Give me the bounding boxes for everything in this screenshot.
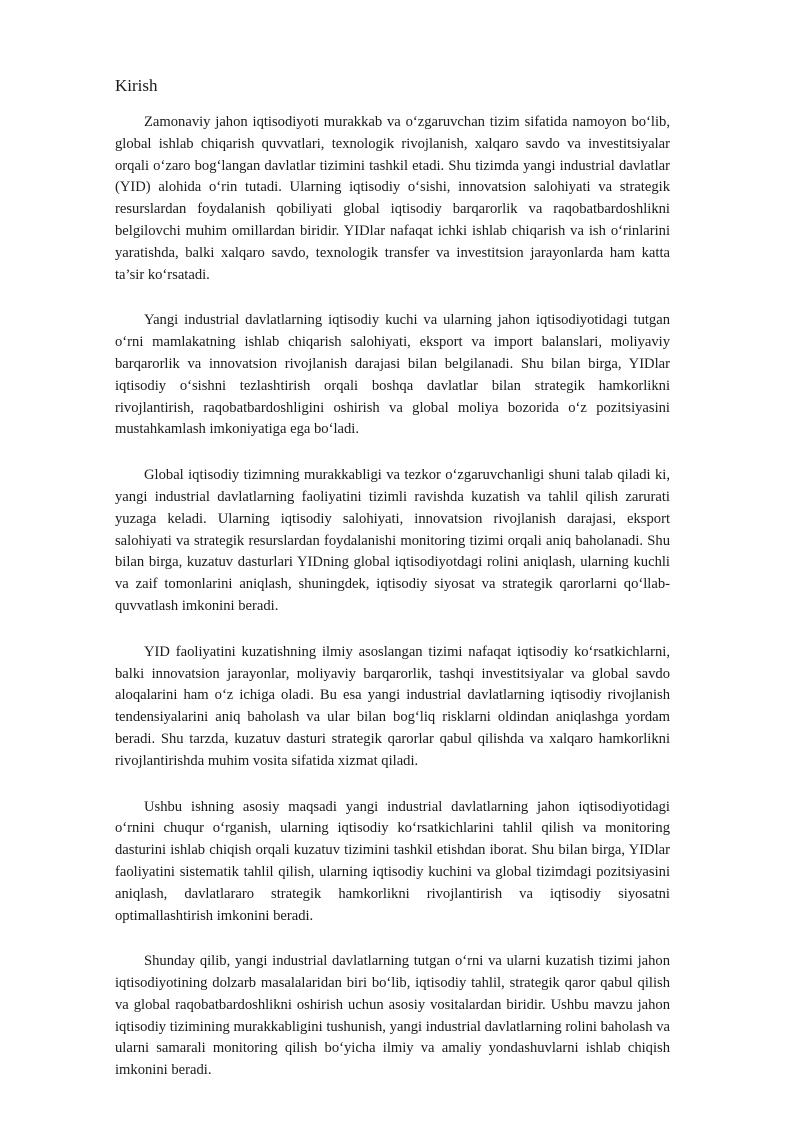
paragraph-5: Ushbu ishning asosiy maqsadi yangi industrial davlatlarning jahon iqtisodiyotidagi o‘rnini chuqur o‘rganish, ularning iqtisodiy ko‘rsatkichlarini tahlil qilish va monitoring dasturini ishlab chiqish orqali kuzatuv tizimini tashkil etishdan iborat. Shu bilan birga, YIDlar faoliyatini sistematik tahlil qilish, ularning iqtisodiy kuchini va global tizimdagi pozitsiyasini aniqlash, davlatlararo strategik hamkorlikni rivojlantirish va iqtisodiy siyosatni optimallashtirish imkonini beradi.	[115, 798, 670, 924]
paragraph-2: Yangi industrial davlatlarning iqtisodiy kuchi va ularning jahon iqtisodiyotidagi tutgan o‘rni mamlakatning ishlab chiqarish salohiyati, eksport va import balanslari, moliyaviy barqarorlik va innovatsion rivojlanish darajasi bilan belgilanadi. Shu bilan birga, YIDlar iqtisodiy o‘sishni tezlashtirish orqali boshqa davlatlar bilan strategik hamkorlikni rivojlantirish, raqobatbardoshligini oshirish va global moliya bozorida o‘z pozitsiyasini mustahkamlash imkoniyatiga ega bo‘ladi.	[115, 312, 670, 438]
document-body	[115, 72, 670, 1106]
paragraph-1: Zamonaviy jahon iqtisodiyoti murakkab va o‘zgaruvchan tizim sifatida namoyon bo‘lib, global ishlab chiqarish quvvatlari, texnologik rivojlanish, xalqaro savdo va investitsiyalar orqali o‘zaro bog‘langan davlatlar tizimini tashkil etadi. Shu tizimda yangi industrial davlatlar (YID) alohida o‘rin tutadi. Ularning iqtisodiy o‘sishi, innovatsion salohiyati va strategik resurslardan foydalanish qobiliyati global iqtisodiy barqarorlik va raqobatbardoshlikni belgilovchi muhim omillardan biridir. YIDlar nafaqat ichki ishlab chiqarish va ish o‘rinlarini yaratishda, balki xalqaro savdo, texnologik transfer va investitsion jarayonlarda ham katta ta’sir ko‘rsatadi.	[115, 114, 670, 283]
section-heading: Kirish	[115, 76, 158, 95]
paragraph-3: Global iqtisodiy tizimning murakkabligi va tezkor o‘zgaruvchanligi shuni talab qiladi ki, yangi industrial davlatlarning faoliyatini tizimli ravishda kuzatish va tahlil qilish zarurati yuzaga keladi. Ularning iqtisodiy salohiyati, innovatsion rivojlanish darajasi, eksport salohiyati va strategik resurslardan foydalanishi monitoring tizimi orqali aniq baholanadi. Shu bilan birga, kuzatuv dasturlari YIDning global iqtisodiyotdagi rolini aniqlash, ularning kuchli va zaif tomonlarini aniqlash, shuningdek, iqtisodiy siyosat va strategik qarorlarni qo‘llab-quvvatlash imkonini beradi.	[115, 467, 670, 614]
paragraph-4: YID faoliyatini kuzatishning ilmiy asoslangan tizimi nafaqat iqtisodiy ko‘rsatkichlarni, balki innovatsion jarayonlar, moliyaviy barqarorlik, tashqi investitsiyalar va global savdo aloqalarini ham o‘z ichiga oladi. Bu esa yangi industrial davlatlarning iqtisodiy rivojlanish tendensiyalarini aniq baholash va ular bilan bog‘liq risklarni oldindan aniqlashga yordam beradi. Shu tarzda, kuzatuv dasturi strategik qarorlar qabul qilishda va xalqaro hamkorlikni rivojlantirishda muhim vosita sifatida xizmat qiladi.	[115, 643, 670, 769]
paragraph-6: Shunday qilib, yangi industrial davlatlarning tutgan o‘rni va ularni kuzatish tizimi jahon iqtisodiyotining dolzarb masalalaridan biri bo‘lib, iqtisodiy tahlil, strategik qaror qabul qilish va global raqobatbardoshlikni oshirish uchun asosiy vositalardan biridir. Ushbu mavzu jahon iqtisodiy tizimining murakkabligini tushunish, yangi industrial davlatlarning rolini baholash va ularni samarali monitoring qilish bo‘yicha ilmiy va amaliy yondashuvlarni ishlab chiqish imkonini beradi.	[115, 953, 670, 1079]
